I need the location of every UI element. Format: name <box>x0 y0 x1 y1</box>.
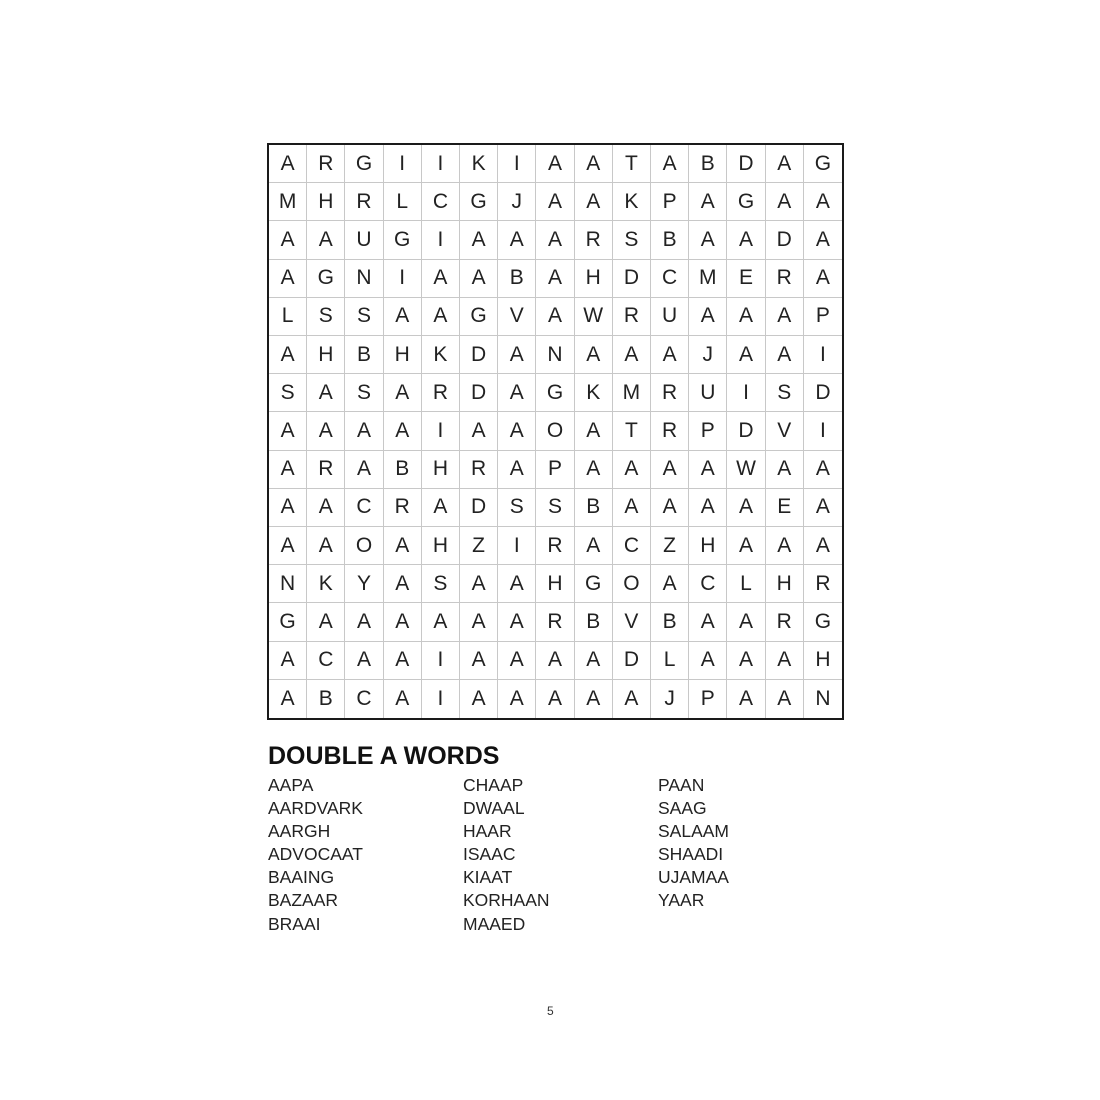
grid-cell: A <box>804 489 842 527</box>
grid-cell: A <box>575 451 613 489</box>
grid-cell: R <box>536 603 574 641</box>
grid-cell: G <box>804 603 842 641</box>
grid-cell: A <box>575 183 613 221</box>
grid-cell: T <box>613 412 651 450</box>
grid-cell: A <box>345 451 383 489</box>
grid-cell: B <box>575 603 613 641</box>
grid-cell: N <box>536 336 574 374</box>
grid-cell: L <box>384 183 422 221</box>
grid-cell: M <box>269 183 307 221</box>
grid-cell: A <box>460 221 498 259</box>
grid-cell: B <box>345 336 383 374</box>
grid-cell: A <box>269 680 307 718</box>
grid-cell: G <box>727 183 765 221</box>
grid-cell: A <box>422 603 460 641</box>
word-list-column-1 <box>268 774 363 936</box>
word-list-column-2 <box>463 774 550 936</box>
grid-cell: C <box>345 489 383 527</box>
word-list-item: YAAR <box>658 890 705 911</box>
grid-cell: D <box>460 336 498 374</box>
grid-cell: R <box>766 603 804 641</box>
grid-cell: A <box>460 565 498 603</box>
grid-cell: B <box>307 680 345 718</box>
grid-cell: A <box>766 680 804 718</box>
grid-cell: A <box>269 412 307 450</box>
word-list-item: SAAG <box>658 798 707 819</box>
grid-cell: C <box>613 527 651 565</box>
grid-cell: A <box>651 336 689 374</box>
grid-cell: H <box>766 565 804 603</box>
grid-cell: G <box>307 260 345 298</box>
grid-cell: C <box>651 260 689 298</box>
grid-cell: E <box>766 489 804 527</box>
grid-cell: A <box>766 642 804 680</box>
grid-cell: U <box>345 221 383 259</box>
word-list-item: SALAAM <box>658 821 729 842</box>
grid-cell: S <box>766 374 804 412</box>
grid-cell: R <box>384 489 422 527</box>
grid-cell: G <box>345 145 383 183</box>
grid-cell: R <box>422 374 460 412</box>
grid-cell: A <box>613 336 651 374</box>
grid-cell: A <box>269 260 307 298</box>
grid-cell: G <box>384 221 422 259</box>
grid-cell: R <box>345 183 383 221</box>
grid-cell: A <box>689 221 727 259</box>
word-list-title: DOUBLE A WORDS <box>268 742 500 770</box>
grid-cell: A <box>422 260 460 298</box>
grid-cell: A <box>804 260 842 298</box>
grid-cell: A <box>536 642 574 680</box>
grid-cell: K <box>422 336 460 374</box>
grid-cell: W <box>575 298 613 336</box>
grid-cell: A <box>460 642 498 680</box>
word-list-column-3 <box>658 774 729 913</box>
grid-cell: A <box>307 603 345 641</box>
grid-cell: A <box>498 451 536 489</box>
grid-cell: A <box>384 412 422 450</box>
grid-cell: G <box>536 374 574 412</box>
grid-cell: N <box>815 686 831 710</box>
grid-cell: A <box>498 642 536 680</box>
grid-cell: A <box>384 565 422 603</box>
grid-cell: Z <box>460 527 498 565</box>
word-list-item: ISAAC <box>463 844 516 865</box>
grid-cell: G <box>460 183 498 221</box>
grid-cell: W <box>727 451 765 489</box>
grid-cell: C <box>689 565 727 603</box>
word-list-item: UJAMAA <box>658 867 729 888</box>
word-list-item: HAAR <box>463 821 512 842</box>
grid-cell: A <box>613 451 651 489</box>
grid-cell: G <box>575 565 613 603</box>
grid-cell: A <box>269 527 307 565</box>
grid-cell: C <box>345 680 383 718</box>
grid-cell: S <box>498 489 536 527</box>
grid-cell: A <box>766 336 804 374</box>
grid-cell: J <box>689 336 727 374</box>
grid-cell: A <box>613 489 651 527</box>
grid-cell: A <box>575 642 613 680</box>
grid-cell: M <box>613 374 651 412</box>
grid-cell: A <box>536 298 574 336</box>
grid-cell: V <box>613 603 651 641</box>
grid-cell: A <box>307 489 345 527</box>
grid-cell: A <box>766 298 804 336</box>
grid-cell: A <box>613 680 651 718</box>
grid-cell: A <box>766 527 804 565</box>
grid-cell: H <box>422 451 460 489</box>
grid-cell: D <box>727 145 765 183</box>
grid-cell: A <box>651 145 689 183</box>
grid-cell: A <box>651 451 689 489</box>
word-list-item: MAAED <box>463 913 526 934</box>
grid-cell: P <box>689 412 727 450</box>
grid-cell: D <box>804 374 842 412</box>
grid-cell: A <box>689 451 727 489</box>
grid-cell: T <box>613 145 651 183</box>
grid-cell: N <box>345 260 383 298</box>
grid-cell: I <box>384 145 422 183</box>
grid-cell: H <box>307 183 345 221</box>
grid-cell: A <box>766 145 804 183</box>
grid-cell: A <box>269 451 307 489</box>
grid-cell: A <box>575 527 613 565</box>
grid-cell: A <box>269 145 307 183</box>
grid-cell: R <box>651 412 689 450</box>
grid-cell: B <box>384 451 422 489</box>
grid-cell: I <box>804 412 842 450</box>
grid-cell: R <box>460 451 498 489</box>
grid-cell: A <box>384 680 422 718</box>
grid-cell: B <box>651 221 689 259</box>
word-list-item: AAPA <box>268 775 314 795</box>
grid-cell: A <box>460 260 498 298</box>
grid-cell: A <box>804 527 842 565</box>
grid-cell: A <box>727 336 765 374</box>
grid-cell: A <box>727 298 765 336</box>
grid-cell: C <box>307 642 345 680</box>
grid-cell: A <box>804 451 842 489</box>
grid-cell: A <box>307 412 345 450</box>
grid-cell: I <box>422 680 460 718</box>
grid-cell: D <box>460 374 498 412</box>
grid-cell: H <box>307 336 345 374</box>
grid-cell: R <box>651 374 689 412</box>
grid-cell: I <box>804 336 842 374</box>
grid-cell: A <box>536 145 574 183</box>
grid-cell: J <box>498 183 536 221</box>
grid-cell: A <box>498 412 536 450</box>
grid-cell: D <box>766 221 804 259</box>
grid-cell: A <box>307 374 345 412</box>
grid-cell: I <box>498 145 536 183</box>
grid-cell: A <box>384 642 422 680</box>
grid-cell: A <box>689 298 727 336</box>
grid-cell: A <box>269 489 307 527</box>
grid-cell: S <box>613 221 651 259</box>
grid-cell: K <box>575 374 613 412</box>
grid-cell: G <box>804 145 842 183</box>
grid-cell: I <box>422 642 460 680</box>
word-list-item: BAAING <box>268 867 335 888</box>
grid-cell: A <box>689 642 727 680</box>
grid-cell: A <box>384 298 422 336</box>
grid-cell: A <box>269 642 307 680</box>
grid-cell: L <box>651 642 689 680</box>
grid-cell: A <box>536 260 574 298</box>
grid-cell: A <box>575 336 613 374</box>
grid-cell: B <box>651 603 689 641</box>
grid-cell: A <box>804 221 842 259</box>
word-list-item: DWAAL <box>463 798 525 819</box>
grid-cell: A <box>536 221 574 259</box>
grid-cell: H <box>384 336 422 374</box>
grid-cell: A <box>689 183 727 221</box>
grid-cell: A <box>498 336 536 374</box>
grid-cell: V <box>498 298 536 336</box>
word-list-item: AARDVARK <box>268 798 363 819</box>
grid-cell: A <box>384 527 422 565</box>
grid-cell: A <box>689 603 727 641</box>
grid-cell: I <box>422 145 460 183</box>
grid-cell: L <box>269 298 307 336</box>
grid-cell: G <box>269 603 307 641</box>
grid-cell: N <box>269 565 307 603</box>
word-list-item: BAZAAR <box>268 890 339 911</box>
grid-cell: A <box>651 489 689 527</box>
grid-cell: S <box>536 489 574 527</box>
grid-cell: P <box>651 183 689 221</box>
grid-cell: I <box>422 221 460 259</box>
grid-cell: A <box>727 527 765 565</box>
grid-cell: A <box>689 489 727 527</box>
grid-cell: A <box>727 642 765 680</box>
grid-cell: A <box>536 183 574 221</box>
word-list-item: PAAN <box>658 775 705 795</box>
grid-cell: A <box>498 565 536 603</box>
grid-cell: A <box>384 374 422 412</box>
grid-cell: A <box>536 680 574 718</box>
grid-cell: A <box>804 183 842 221</box>
grid-cell: P <box>689 680 727 718</box>
grid-cell: H <box>536 565 574 603</box>
grid-cell: A <box>651 565 689 603</box>
grid-cell: U <box>689 374 727 412</box>
grid-cell: A <box>498 221 536 259</box>
grid-cell: R <box>575 221 613 259</box>
grid-cell: I <box>422 412 460 450</box>
grid-cell: R <box>536 527 574 565</box>
grid-cell: Z <box>651 527 689 565</box>
word-list-item: KIAAT <box>463 867 513 888</box>
grid-cell: H <box>575 260 613 298</box>
word-list-item: KORHAAN <box>463 890 550 911</box>
grid-cell: I <box>384 260 422 298</box>
grid-cell: A <box>384 603 422 641</box>
grid-cell: A <box>575 412 613 450</box>
grid-cell: K <box>307 565 345 603</box>
grid-cell: A <box>498 374 536 412</box>
grid-cell: P <box>804 298 842 336</box>
grid-cell: V <box>766 412 804 450</box>
grid-cell: C <box>422 183 460 221</box>
word-list-item: SHAADI <box>658 844 724 865</box>
grid-cell: A <box>460 603 498 641</box>
grid-cell: A <box>345 412 383 450</box>
grid-cell: A <box>269 336 307 374</box>
grid-cell: H <box>689 527 727 565</box>
grid-cell: A <box>269 221 307 259</box>
grid-cell: S <box>422 565 460 603</box>
grid-cell: S <box>269 374 307 412</box>
grid-cell: L <box>727 565 765 603</box>
grid-cell: J <box>651 680 689 718</box>
grid-cell: P <box>536 451 574 489</box>
grid-cell: O <box>345 527 383 565</box>
grid-cell: A <box>460 680 498 718</box>
grid-cell: D <box>613 642 651 680</box>
grid-cell: D <box>460 489 498 527</box>
grid-cell: B <box>689 145 727 183</box>
grid-cell: I <box>498 527 536 565</box>
grid-cell: A <box>575 680 613 718</box>
grid-cell: K <box>613 183 651 221</box>
grid-cell: A <box>727 680 765 718</box>
grid-cell: A <box>422 298 460 336</box>
word-list-item: CHAAP <box>463 775 524 795</box>
grid-cell: S <box>345 374 383 412</box>
grid-cell: U <box>651 298 689 336</box>
grid-cell: S <box>345 298 383 336</box>
grid-cell: A <box>727 221 765 259</box>
grid-cell: A <box>498 680 536 718</box>
grid-cell: A <box>345 603 383 641</box>
grid-cell: A <box>498 603 536 641</box>
grid-cell: S <box>307 298 345 336</box>
grid-cell: B <box>498 260 536 298</box>
grid-cell: M <box>689 260 727 298</box>
grid-cell: O <box>536 412 574 450</box>
grid-cell: A <box>307 221 345 259</box>
grid-cell: A <box>345 642 383 680</box>
grid-cell: H <box>422 527 460 565</box>
grid-cell: O <box>613 565 651 603</box>
grid-cell: B <box>575 489 613 527</box>
grid-cell: R <box>613 298 651 336</box>
word-list-item: ADVOCAAT <box>268 844 363 865</box>
grid-cell: A <box>460 412 498 450</box>
word-list-item: BRAAI <box>268 913 321 934</box>
word-search-grid <box>267 143 844 720</box>
grid-cell: R <box>766 260 804 298</box>
grid-cell: H <box>804 642 842 680</box>
grid-cell: Y <box>345 565 383 603</box>
word-list-item: AARGH <box>268 821 331 842</box>
page-number: 5 <box>547 1004 554 1018</box>
grid-cell: A <box>422 489 460 527</box>
grid-cell: A <box>766 183 804 221</box>
grid-cell: E <box>727 260 765 298</box>
grid-cell: K <box>460 145 498 183</box>
grid-cell: R <box>307 145 345 183</box>
grid-cell: A <box>727 603 765 641</box>
grid-cell: D <box>727 412 765 450</box>
grid-cell: G <box>460 298 498 336</box>
grid-cell: R <box>307 451 345 489</box>
grid-cell: A <box>307 527 345 565</box>
grid-cell: D <box>613 260 651 298</box>
grid-cell: A <box>575 145 613 183</box>
grid-cell: R <box>804 565 842 603</box>
grid-cell: A <box>766 451 804 489</box>
grid-cell: A <box>727 489 765 527</box>
grid-cell: I <box>727 374 765 412</box>
